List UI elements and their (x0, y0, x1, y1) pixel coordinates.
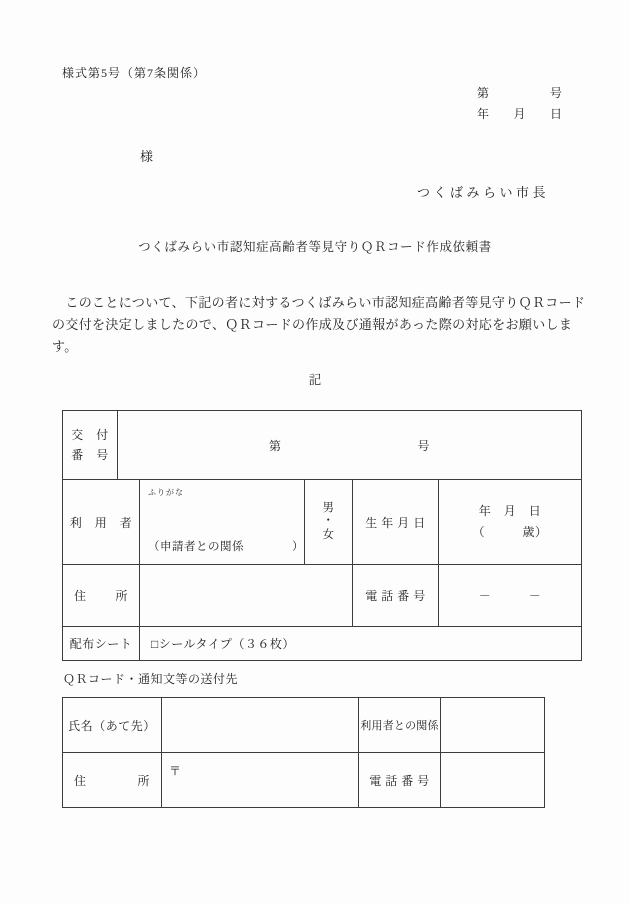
body-paragraph (52, 292, 592, 358)
recipient-name-label: 氏名（あて先） (63, 698, 162, 752)
recipient-address-value-cell (162, 753, 359, 807)
send-to-table (62, 697, 545, 808)
furigana-label: ふりがな (148, 488, 184, 497)
ki-marker: 記 (308, 373, 322, 387)
sheet-row (63, 627, 581, 660)
address-label (63, 565, 140, 626)
recipient-name-row (63, 698, 544, 753)
main-table (62, 410, 582, 661)
addressee-suffix: 様 (140, 149, 154, 164)
issue-number-label-line1: 交 付 (71, 428, 109, 442)
recipient-address-label-right: 所 (137, 773, 150, 788)
issue-number-dai: 第 (268, 438, 282, 453)
recipient-phone-label: 電 話 番 号 (359, 753, 441, 807)
form-style-number: 様式第5号（第7条関係） (62, 66, 207, 80)
issue-number-row (63, 411, 581, 480)
birthdate-value-line1: 年 月 日 (478, 504, 542, 518)
issue-number-label (63, 411, 118, 479)
recipient-phone-value-cell (441, 753, 544, 807)
recipient-relation-label: 利用者との関係 (359, 698, 441, 752)
phone-label: 電 話 番 号 (353, 565, 439, 626)
recipient-name-value-cell (162, 698, 359, 752)
user-label: 利 用 者 (63, 480, 140, 564)
document-title: つくばみらい市認知症高齢者等見守りＱＲコード作成依頼書 (138, 240, 492, 254)
recipient-address-label-left: 住 (74, 773, 87, 788)
address-value-cell (140, 565, 353, 626)
sex-cell (305, 480, 353, 564)
user-name-cell (140, 480, 305, 564)
body-line-2: の交付を決定しましたので、ＱＲコードの作成及び通報があった際の対応をお願いします。 (52, 317, 573, 354)
issue-number-go: 号 (417, 438, 431, 453)
birthdate-age-line: （ 歳） (472, 525, 548, 539)
postal-mark: 〒 (169, 764, 182, 778)
date-line (477, 105, 562, 122)
issue-number-value (118, 411, 581, 479)
body-line-1: このことについて、下記の者に対するつくばみらい市認知症高齢者等見守りＱＲコード (52, 295, 586, 310)
address-row (63, 565, 581, 627)
applicant-relation-note: （申請者との関係 ） (148, 541, 304, 553)
sheet-label: 配布シート (63, 627, 140, 660)
address-label-right: 所 (115, 589, 128, 603)
address-label-left: 住 (74, 589, 87, 603)
recipient-relation-value-cell (441, 698, 544, 752)
sex-female-label: 女 (322, 528, 335, 541)
sex-separator: ・ (322, 515, 335, 528)
send-to-heading: ＱＲコード・通知文等の送付先 (63, 672, 239, 686)
user-row (63, 480, 581, 565)
recipient-address-row (63, 753, 544, 807)
birthdate-value-cell (439, 480, 581, 564)
birthdate-label: 生 年 月 日 (353, 480, 439, 564)
date-day-label: 日 (549, 107, 562, 121)
recipient-address-label (63, 753, 162, 807)
sex-male-label: 男 (322, 501, 335, 514)
date-month-label: 月 (513, 107, 526, 121)
sender-name: つくばみらい市長 (416, 185, 549, 200)
document-number-line (477, 84, 562, 101)
document-number-prefix: 第 (477, 86, 490, 100)
date-year-label: 年 (477, 107, 490, 121)
document-number-suffix: 号 (549, 86, 562, 100)
issue-number-label-line2: 番 号 (71, 448, 109, 462)
phone-value-cell: － － (478, 589, 542, 603)
sheet-type-option: □シールタイプ（３６枚） (151, 637, 295, 651)
